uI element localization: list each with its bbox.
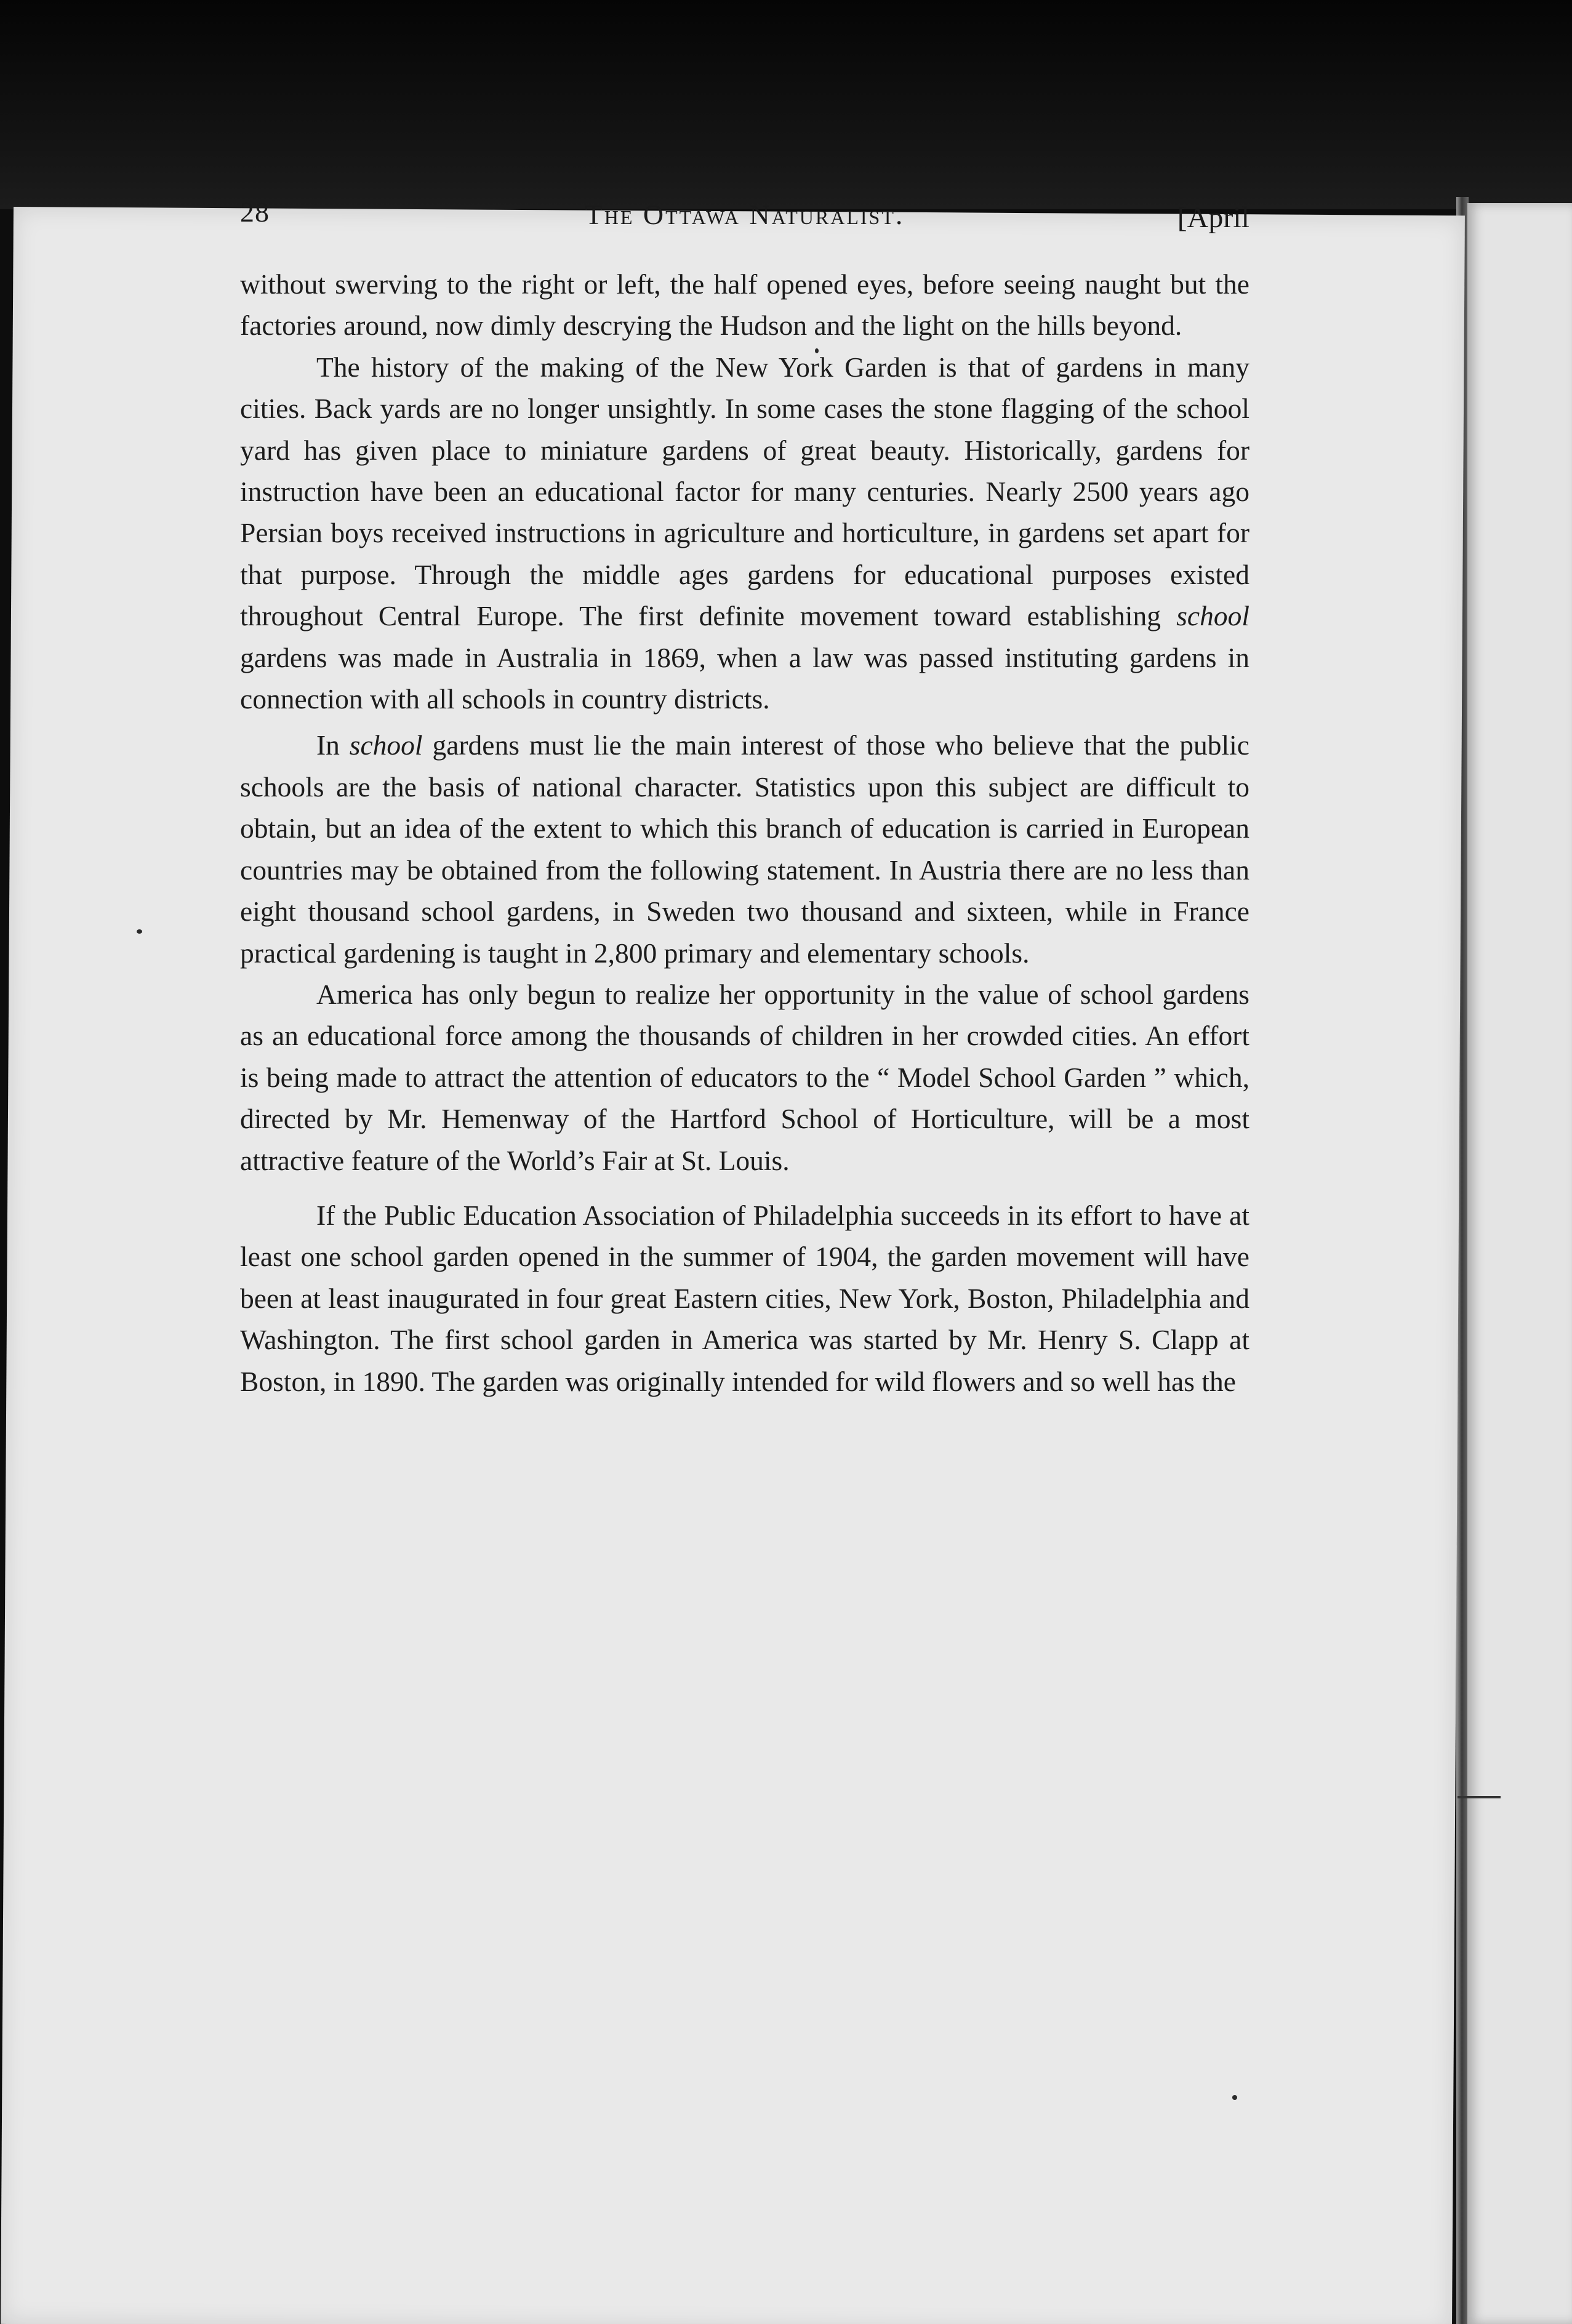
paragraph [240,974,1249,1181]
dust-speck [1232,2095,1237,2100]
italic-term: school [1176,600,1249,632]
paragraph [240,263,1249,347]
paragraph-text: gardens was made in Australia in 1869, when a law was passed instituting gardens in connection with all schools in country districts. [240,641,1249,715]
dust-speck [137,929,142,934]
scan-background-top [0,0,1572,209]
facing-page-mark [1458,1796,1501,1798]
facing-page-edge [1467,203,1572,2324]
paragraph-text: gardens must lie the main interest of those who believe that the public schools are the basis of national character. Statistics upon this subject are difficult to obtain, but an idea of the extent to which this branch of education is carried in European countries may be obtained from the following statement. In Austria there are no less than eight thousand school gardens, in Sweden two thousand and sixteen, while in France practical gardening is taught in 2,800 primary and elementary schools. [240,729,1250,969]
paragraph-text: The history of the making of the New York Garden is that of gardens in many cities. Back yards are no longer unsightly. In some cases the stone flagging of the school yard has given place to miniature gardens of great beauty. Historically, gardens for instruction have been an educational factor for many centuries. Nearly 2500 years ago Persian boys received instructions in agriculture and horticulture, in gardens set apart for that purpose. Through the middle ages gardens for educational purposes existed throughout Central Europe. The first definite movement toward establishing [240,351,1249,632]
paragraph [240,347,1249,720]
paragraph-text: America has only begun to realize her opportunity in the value of school gardens as an educational force among the thousands of children in her crowded cities. An effort is being made to attract the attention of educators to the “ Model School Garden ” which, directed by Mr. Hemenway of the Hartford School of Horticulture, will be a most attractive feature of the World’s Fair at St. Louis. [240,978,1249,1176]
paragraph-text: In [316,729,350,761]
issue-month: [April [1177,201,1249,234]
paragraph-text: without swerving to the right or left, the half opened eyes, before seeing naught but the factories around, now dimly descrying the Hudson and the light on the hills beyond. [240,268,1249,342]
paragraph-text: If the Public Education Association of Philadelphia succeeds in its effort to have at least one school garden opened in the summer of 1904, the garden movement will have been at least inaugurated in four great Eastern cities, New York, Boston, Philadelphia and Washington. The first school garden in America was started by Mr. Henry S. Clapp at Boston, in 1890. The garden was originally intended for wild flowers and so well has the [240,1199,1249,1397]
paragraph [240,724,1249,973]
page-number: 28 [240,196,270,228]
paragraph [240,1195,1249,1402]
italic-term: school [349,729,423,761]
journal-title: The Ottawa Naturalist. [585,199,905,230]
article-body [240,263,1249,1402]
running-head [240,196,1249,245]
